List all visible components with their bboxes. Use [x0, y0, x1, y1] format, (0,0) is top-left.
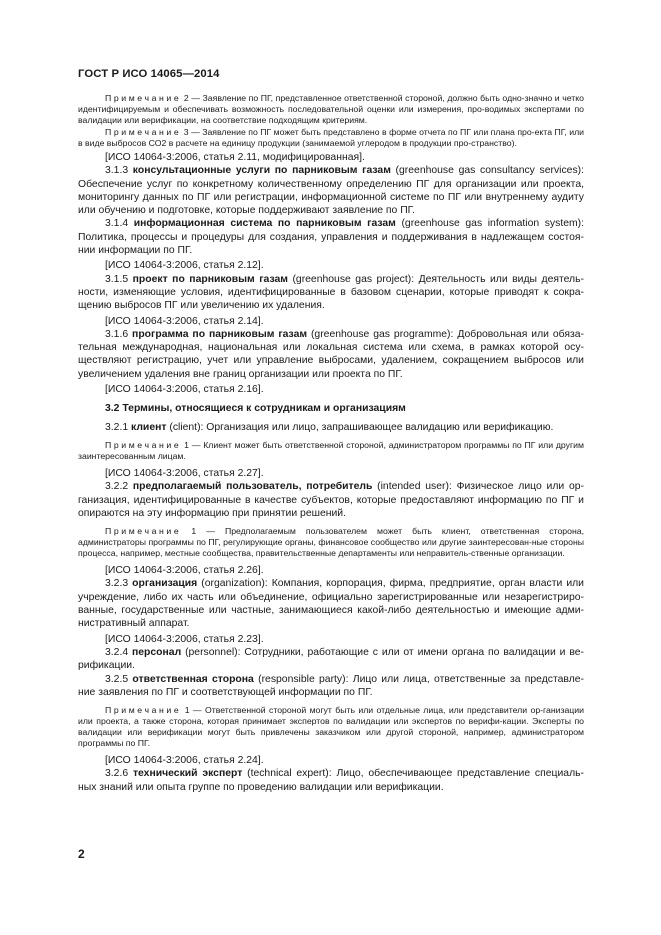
term-name: персонал: [132, 646, 182, 658]
term-3-2-4: [78, 646, 584, 673]
term-number: 3.1.6: [105, 328, 133, 340]
section-heading-3-2: 3.2 Термины, относящиеся к сотрудникам и организациям: [105, 403, 406, 415]
term-definition: (greenhouse gas project): Деятельность или виды деятель-ности, изменяющие условия, идентифицированные в базовом сценарии, которые приводят к сокра-щению выбросов ПГ или увеличению их удаления.: [78, 273, 584, 312]
note-label: Примечание: [105, 439, 182, 450]
term-number: 3.2.5: [105, 673, 133, 685]
term-number: 3.1.3: [105, 165, 133, 177]
term-name: клиент: [131, 421, 167, 433]
note-number: 1: [191, 526, 197, 537]
document-body: [78, 92, 584, 794]
note-number: 3: [183, 127, 189, 137]
term-3-2-1: [78, 421, 584, 434]
term-name: программа по парниковым газам: [132, 328, 308, 340]
note-label: Примечание: [105, 705, 182, 716]
term-definition: (greenhouse gas programme): Добровольная или обяза-тельная международная, национальная или локальная система или схема, в рамках которой осу-ществляют регистрацию, учет или управление выбросами, удалением, сокращением выбросов или увеличением удаления вне границ организации или проекта по ПГ.: [78, 328, 584, 380]
term-name: информационная система по парниковым газам: [133, 218, 396, 230]
term-name: консультационные услуги по парниковым газам: [132, 165, 391, 177]
term-3-2-2: [78, 480, 584, 520]
note-label: Примечание: [105, 127, 182, 137]
note-3-2-5: [78, 705, 584, 749]
source-reference: [ИСО 14064-3:2006, статья 2.14].: [105, 315, 264, 327]
source-reference: [ИСО 14064-3:2006, статья 2.27].: [105, 467, 264, 479]
term-3-2-6: [78, 767, 584, 794]
source-reference: [ИСО 14064-3:2006, статья 2.12].: [105, 260, 264, 272]
term-3-2-5: [78, 673, 584, 700]
term-3-1-6: [78, 328, 584, 381]
term-3-1-4: [78, 217, 584, 257]
term-3-2-3: [78, 577, 584, 630]
term-definition: (greenhouse gas information system): Политика, процессы и процедуры для создания, управления и поддерживания в надлежащем состоя-нии информации по ПГ.: [78, 218, 584, 257]
note-3-2-2: [78, 526, 584, 559]
note-2: [78, 93, 584, 126]
term-3-1-3: [78, 164, 584, 217]
term-name: организация: [132, 578, 198, 590]
source-reference: [ИСО 14064-3:2006, статья 2.26].: [105, 565, 264, 577]
term-definition: (responsible party): Лицо или лица, ответственные за представле-ние заявления по ПГ и соответствующей информации по ПГ.: [78, 673, 584, 698]
page-number: 2: [78, 847, 85, 861]
term-number: 3.1.5: [105, 273, 133, 285]
note-number: 1: [184, 439, 189, 450]
term-number: 3.2.4: [105, 646, 132, 658]
term-number: 3.2.1: [105, 421, 131, 433]
term-definition: (client): Организация или лицо, запрашивающее валидацию или верификацию.: [166, 421, 554, 433]
term-definition: (organization): Компания, корпорация, фирма, предприятие, орган власти или учреждение, либо их часть или объединение, официально зарегистрированные или незарегистриро-ванные, государственные или частные, занимающиеся какой-либо деятельностью и имеющие адми-нистративный аппарат.: [78, 578, 584, 630]
term-definition: (personnel): Сотрудники, работающие с или от имени органа по валидации и ве-рификации.: [78, 646, 584, 672]
source-reference: [ИСО 14064-3:2006, статья 2.11, модифицированная].: [105, 152, 365, 163]
term-number: 3.1.4: [105, 218, 134, 230]
note-text: — Заявление по ПГ, представленное ответственной стороной, должно быть одно-значно и четко идентифицируемым и обеспечивать возможность последовательной оценки или измерения, про-водимых экспертами по валидации или верификации, на соответствие подходящим критериям.: [78, 93, 584, 125]
document-header: ГОСТ Р ИСО 14065—2014: [78, 68, 220, 80]
term-number: 3.2.2: [105, 481, 133, 493]
note-text: — Предполагаемым пользователем может быть клиент, ответственная сторона, администраторы программы по ПГ, регулирующие органы, финансовое сообщество или другие заинтересован-ные стороны процесса, например, местные сообщества, правительственные департаменты или неправитель-ственные организации.: [78, 526, 584, 559]
note-3: [78, 127, 584, 149]
term-number: 3.2.6: [105, 768, 133, 780]
term-3-1-5: [78, 273, 584, 313]
term-definition: (intended user): Физическое лицо или ор-ганизация, идентифицированные в качестве субъектов, которые предоставляют информацию по ПГ и опираются на эту информацию при принятии решений.: [78, 481, 584, 519]
term-definition: (greenhouse gas consultancy services): Обеспечение услуг по конкретному количественному определению ПГ для организации или проекта, мониторингу данных по ПГ или регистрации, информационной системе по ПГ или внутреннему аудиту или обучению и подготовке, которые поддерживают заявление по ПГ.: [78, 165, 585, 217]
note-number: 2: [183, 93, 189, 103]
source-reference: [ИСО 14064-3:2006, статья 2.23].: [105, 633, 264, 645]
term-name: ответственная сторона: [132, 673, 254, 685]
note-label: Примечание: [105, 526, 182, 537]
note-text: — Ответственной стороной могут быть или отдельные лица, или представители ор-ганизации или проекта, а также сторона, которая принимает экспертов по валидации или экспертов по верифи-кации. Эксперты по валидации или верификации могут быть привлечены заказчиком или другой стороной, например, администратором программы по ПГ.: [78, 705, 584, 749]
note-text: — Заявление по ПГ может быть представлено в форме отчета по ПГ или плана про-екта ПГ, или в виде выбросов СО2 в расчете на единицу продукции (занимаемой углеродом в продукции про-странство).: [78, 127, 585, 148]
term-definition: (technical expert): Лицо, обеспечивающее представление специаль-ных знаний или опыта группе по проведению валидации или верификации.: [78, 768, 585, 793]
note-text: — Клиент может быть ответственной стороной, администратором программы по ПГ или другим заинтересованным лицам.: [78, 439, 584, 461]
term-name: предполагаемый пользователь, потребитель: [132, 481, 373, 493]
term-name: технический эксперт: [132, 768, 243, 780]
note-label: Примечание: [105, 93, 182, 103]
term-number: 3.2.3: [105, 578, 133, 590]
note-number: 1: [184, 705, 190, 716]
source-reference: [ИСО 14064-3:2006, статья 2.16].: [105, 384, 264, 396]
term-name: проект по парниковым газам: [132, 273, 288, 285]
note-3-2-1: [78, 440, 584, 462]
source-reference: [ИСО 14064-3:2006, статья 2.24].: [105, 755, 264, 767]
